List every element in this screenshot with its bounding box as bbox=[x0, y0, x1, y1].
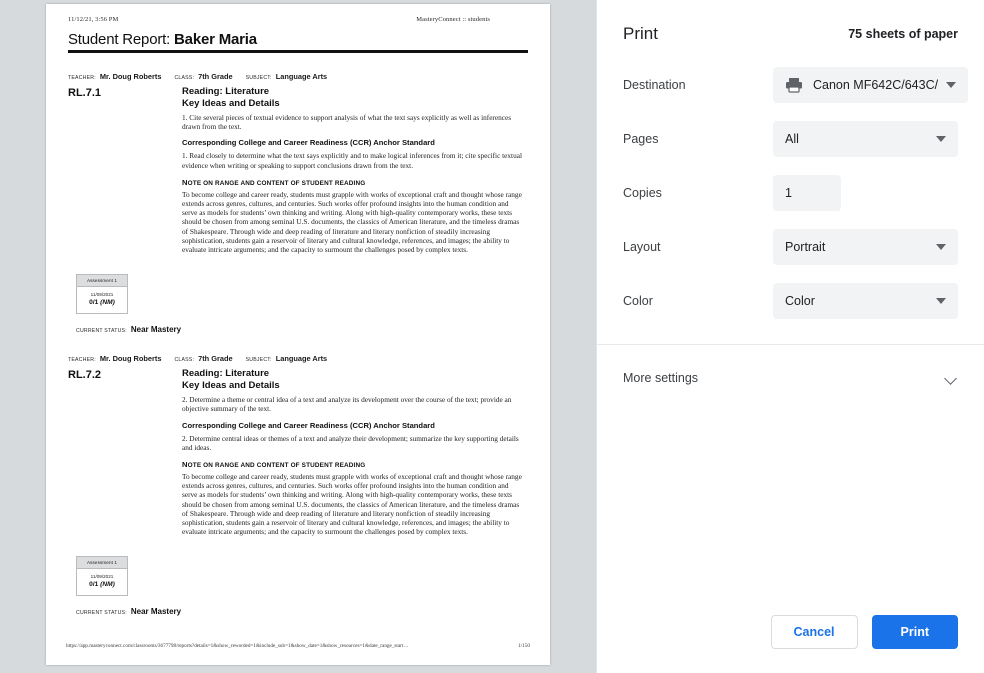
pages-label: Pages bbox=[623, 132, 659, 146]
teacher-value: Mr. Doug Roberts bbox=[99, 354, 162, 364]
settings-divider bbox=[597, 344, 984, 345]
assessment-score-tag: (NM) bbox=[100, 581, 115, 589]
assessment-score-value: 0/1 bbox=[89, 581, 99, 589]
current-status-value: Near Mastery bbox=[130, 607, 182, 617]
ccr-text: 2. Determine central ideas or themes of a text and analyze their development; summarize the key supporting details and ideas. bbox=[182, 433, 519, 452]
standard-description: 2. Determine a theme or central idea of a text and analyze its development over the course of the text; provide an objective summary of the text. bbox=[182, 395, 512, 414]
standard-meta bbox=[68, 354, 530, 363]
assessment-card bbox=[76, 556, 128, 596]
preview-page bbox=[46, 4, 550, 665]
print-dialog-title: Print bbox=[623, 24, 658, 43]
assessment-section bbox=[68, 274, 530, 334]
assessment-score bbox=[77, 581, 127, 595]
current-status-label: CURRENT STATUS: bbox=[76, 610, 127, 617]
document-header bbox=[66, 16, 530, 23]
destination-label: Destination bbox=[623, 78, 686, 92]
class-label: CLASS: bbox=[174, 357, 195, 364]
current-status bbox=[76, 607, 530, 616]
sheets-summary: 75 sheets of paper bbox=[848, 27, 958, 41]
assessment-date: 11/09/2021 bbox=[90, 292, 114, 298]
layout-value: Portrait bbox=[785, 240, 826, 254]
class-value: 7th Grade bbox=[198, 354, 233, 364]
footer-page-number: 1/150 bbox=[518, 643, 530, 649]
document-footer bbox=[66, 643, 530, 649]
standard-subheading: Key Ideas and Details bbox=[182, 380, 280, 392]
color-label: Color bbox=[623, 294, 653, 308]
title-rule bbox=[68, 50, 528, 53]
note-heading-initial: N bbox=[182, 177, 188, 187]
page-title bbox=[66, 31, 530, 48]
color-select[interactable] bbox=[773, 283, 958, 319]
chevron-down-icon bbox=[936, 136, 946, 142]
note-heading bbox=[182, 460, 524, 469]
standard-meta bbox=[68, 72, 530, 81]
pages-value: All bbox=[785, 132, 799, 146]
class-value: 7th Grade bbox=[198, 72, 233, 81]
copies-value: 1 bbox=[785, 186, 792, 200]
standard-code: RL.7.1 bbox=[68, 87, 102, 99]
pages-select[interactable] bbox=[773, 121, 958, 157]
header-timestamp: 11/12/21, 3:56 PM bbox=[68, 16, 119, 23]
class-label: CLASS: bbox=[174, 75, 195, 81]
teacher-value: Mr. Doug Roberts bbox=[99, 72, 162, 81]
ccr-heading: Corresponding College and Career Readiness (CCR) Anchor Standard bbox=[182, 138, 435, 148]
chevron-down-icon bbox=[945, 372, 958, 385]
copies-input[interactable] bbox=[773, 175, 841, 211]
destination-select[interactable] bbox=[773, 67, 968, 103]
standard-description: 1. Cite several pieces of textual evidence to support analysis of what the text says explicitly as well as inferences drawn from the text. bbox=[182, 113, 512, 132]
standard-subheading: Key Ideas and Details bbox=[182, 98, 280, 109]
note-heading-initial: N bbox=[182, 460, 188, 470]
note-heading bbox=[182, 178, 524, 187]
assessment-score bbox=[77, 299, 127, 313]
color-row bbox=[623, 274, 958, 328]
current-status-value: Near Mastery bbox=[130, 325, 182, 335]
destination-row bbox=[623, 58, 958, 112]
printer-icon bbox=[785, 77, 803, 93]
copies-label: Copies bbox=[623, 186, 662, 200]
standard-code: RL.7.2 bbox=[68, 369, 102, 382]
ccr-heading: Corresponding College and Career Readiness (CCR) Anchor Standard bbox=[182, 420, 435, 430]
cancel-button[interactable]: Cancel bbox=[771, 615, 858, 649]
assessment-section bbox=[68, 556, 530, 616]
standard-heading: Reading: Literature bbox=[182, 86, 270, 97]
assessment-card bbox=[76, 274, 128, 314]
note-text: To become college and career ready, students must grapple with works of exceptional craft and thought whose range extends across genres, cultures, and centuries. Such works offer profound insights into the human condition and serve as models for students’ own thinking and writing. Along with high-quality contemporary works, these texts should be chosen from among seminal U.S. documents, the classics of American literature, and the timeless dramas of Shakespeare. Through wide and deep reading of literature and literary nonfiction of steadily increasing sophistication, students gain a reservoir of literary and cultural knowledge, references, and images; the ability to evaluate intricate arguments; and the capacity to surmount the challenges posed by complex texts. bbox=[182, 472, 522, 537]
layout-select[interactable] bbox=[773, 229, 958, 265]
more-settings-toggle[interactable] bbox=[597, 349, 984, 407]
subject-label: SUBJECT: bbox=[245, 357, 272, 364]
subject-value: Language Arts bbox=[275, 354, 328, 364]
assessment-title: Assessment 1 bbox=[77, 557, 127, 569]
current-status bbox=[76, 325, 530, 334]
print-dialog-header bbox=[597, 0, 984, 44]
current-status-label: CURRENT STATUS: bbox=[76, 328, 127, 335]
layout-label: Layout bbox=[623, 240, 661, 254]
teacher-label: TEACHER: bbox=[68, 357, 96, 364]
assessment-date: 11/09/2021 bbox=[90, 574, 114, 580]
header-site-name: MasteryConnect :: students bbox=[416, 16, 490, 23]
chevron-down-icon bbox=[936, 244, 946, 250]
print-button[interactable]: Print bbox=[872, 615, 958, 649]
standard-block bbox=[66, 354, 530, 616]
pages-row bbox=[623, 112, 958, 166]
student-name: Baker Maria bbox=[174, 31, 257, 48]
copies-row bbox=[623, 166, 958, 220]
report-title-prefix: Student Report: bbox=[68, 31, 175, 48]
subject-value: Language Arts bbox=[275, 72, 328, 81]
note-text: To become college and career ready, students must grapple with works of exceptional craft and thought whose range extends across genres, cultures, and centuries. Such works offer profound insights into the human condition and serve as models for students’ own thinking and writing. Along with high-quality contemporary works, these texts should be chosen from among seminal U.S. documents, the classics of American literature, and the timeless dramas of Shakespeare. Through wide and deep reading of literature and literary nonfiction of steadily increasing sophistication, students gain a reservoir of literary and cultural knowledge, references, and images; the ability to evaluate intricate arguments; and the capacity to surmount the challenges posed by complex texts. bbox=[182, 189, 522, 255]
ccr-text: 1. Read closely to determine what the text says explicitly and to make logical inferences from it; cite specific textual evidence when writing or speaking to support conclusions drawn from the text. bbox=[182, 151, 522, 170]
note-heading-rest: OTE ON RANGE AND CONTENT OF STUDENT READING bbox=[187, 462, 366, 470]
chevron-down-icon bbox=[946, 82, 956, 88]
print-settings-list bbox=[597, 44, 984, 328]
standard-block bbox=[66, 72, 530, 334]
print-dialog bbox=[596, 0, 984, 673]
chevron-down-icon bbox=[936, 298, 946, 304]
layout-row bbox=[623, 220, 958, 274]
note-heading-rest: OTE ON RANGE AND CONTENT OF STUDENT READING bbox=[187, 179, 366, 187]
assessment-score-tag: (NM) bbox=[100, 299, 115, 307]
footer-url: https://app.masteryconnect.com/classrooms/3677798/reports?details=1&show_reworded=1&include_sub=1&show_date=1&show_resources=1&date_range_start… bbox=[66, 643, 409, 649]
assessment-title: Assessment 1 bbox=[77, 275, 127, 287]
more-settings-label: More settings bbox=[623, 371, 699, 385]
standard-heading: Reading: Literature bbox=[182, 368, 270, 380]
color-value: Color bbox=[785, 294, 815, 308]
subject-label: SUBJECT: bbox=[245, 75, 272, 81]
destination-value: Canon MF642C/643C/ bbox=[813, 78, 939, 92]
assessment-score-value: 0/1 bbox=[89, 299, 99, 307]
dialog-actions bbox=[771, 615, 958, 649]
teacher-label: TEACHER: bbox=[68, 75, 96, 81]
